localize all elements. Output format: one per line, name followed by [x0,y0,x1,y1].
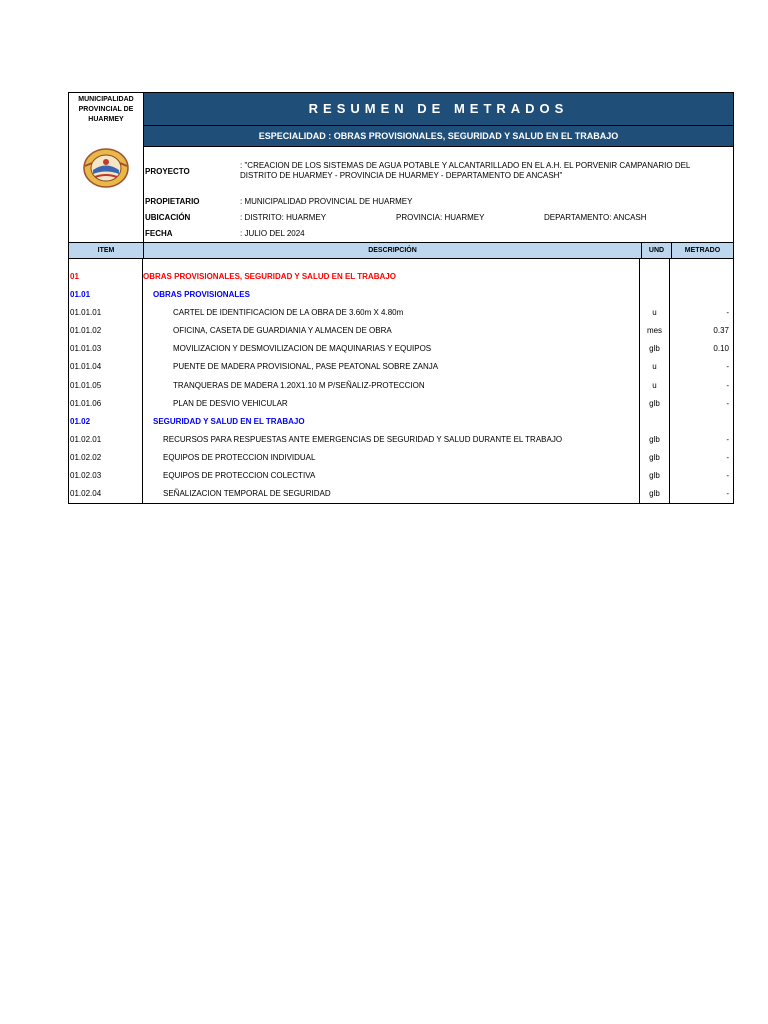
column-header-description: DESCRIPCIÓN [144,243,642,258]
unit-cell [640,268,670,286]
table-row [69,431,733,449]
table-row [69,413,733,431]
item-cell: 01 [69,268,143,286]
item-cell: 01.01 [69,286,143,304]
quantity-cell [670,286,733,304]
description-cell: MOVILIZACION Y DESMOVILIZACION DE MAQUINARIAS Y EQUIPOS [143,340,640,358]
table-row [69,467,733,485]
quantity-cell: - [726,380,729,390]
unit-cell: u [640,377,670,395]
unit-cell: glb [640,340,670,358]
table-row [69,268,733,286]
item-cell: 01.01.01 [69,304,143,322]
header-info [144,93,733,242]
quantity-cell: - [726,471,729,481]
table-body [69,268,733,503]
unit-cell: mes [640,322,670,340]
description-cell: EQUIPOS DE PROTECCION COLECTIVA [143,467,640,485]
quantity-cell [670,413,733,431]
item-cell: 01.01.05 [69,377,143,395]
description-cell: PLAN DE DESVIO VEHICULAR [143,395,640,413]
specialty-title: ESPECIALIDAD : OBRAS PROVISIONALES, SEGURIDAD Y SALUD EN EL TRABAJO [144,126,733,147]
table-row [69,449,733,467]
description-cell: CARTEL DE IDENTIFICACION DE LA OBRA DE 3.60m X 4.80m [143,304,640,322]
unit-cell: glb [640,467,670,485]
item-cell: 01.02.01 [69,431,143,449]
table-row [69,286,733,304]
unit-cell [640,413,670,431]
description-cell: SEGURIDAD Y SALUD EN EL TRABAJO [143,413,640,431]
municipal-seal-icon [82,147,130,194]
item-cell: 01.02.02 [69,449,143,467]
column-header-unit: UND [642,243,672,258]
unit-cell: glb [640,431,670,449]
item-cell: 01.01.03 [69,340,143,358]
description-cell: OBRAS PROVISIONALES, SEGURIDAD Y SALUD EN EL TRABAJO [143,268,640,286]
location-label: UBICACIÓN [145,213,191,222]
item-cell: 01.02.04 [69,485,143,503]
item-cell: 01.02.03 [69,467,143,485]
unit-cell: glb [640,449,670,467]
metrados-sheet [68,92,734,504]
description-cell: OFICINA, CASETA DE GUARDIANIA Y ALMACEN DE OBRA [143,322,640,340]
project-label: PROYECTO [145,167,190,176]
location-province: PROVINCIA: HUARMEY [396,213,485,222]
item-cell: 01.01.06 [69,395,143,413]
location-district: : DISTRITO: HUARMEY [240,213,327,222]
unit-cell: u [640,304,670,322]
description-cell: RECURSOS PARA RESPUESTAS ANTE EMERGENCIAS DE SEGURIDAD Y SALUD DURANTE EL TRABAJO [143,431,640,449]
project-value: : "CREACION DE LOS SISTEMAS DE AGUA POTABLE Y ALCANTARILLADO EN EL A.H. EL PORVENIR CAMPANARIO DEL DISTRITO DE HUARMEY - PROVINCIA DE HUARMEY - DEPARTAMENTO DE ANCASH" [240,161,691,180]
sheet-header [69,93,733,243]
table-row [69,340,733,358]
table-row [69,322,733,340]
item-cell: 01.02 [69,413,143,431]
unit-cell [640,286,670,304]
description-cell: TRANQUERAS DE MADERA 1.20X1.10 M P/SEÑALIZ-PROTECCION [143,377,640,395]
quantity-cell: - [726,362,729,372]
date-label: FECHA [145,229,173,238]
table-row [69,377,733,395]
description-cell: PUENTE DE MADERA PROVISIONAL, PASE PEATONAL SOBRE ZANJA [143,358,640,376]
quantity-cell: 0.10 [713,344,729,354]
logo-column [69,93,144,242]
table-row [69,485,733,503]
column-header-item: ITEM [69,243,144,258]
quantity-cell: - [726,452,729,462]
quantity-cell: - [726,434,729,444]
table-header [69,243,733,259]
quantity-cell: - [726,489,729,499]
table-row [69,304,733,322]
table-row [69,358,733,376]
description-cell: EQUIPOS DE PROTECCION INDIVIDUAL [143,449,640,467]
page-title: RESUMEN DE METRADOS [144,93,733,126]
quantity-cell [670,268,733,286]
municipality-name: MUNICIPALIDAD PROVINCIAL DE HUARMEY [78,96,134,123]
unit-cell: glb [640,485,670,503]
location-department: DEPARTAMENTO: ANCASH [544,213,647,222]
owner-label: PROPIETARIO [145,197,200,206]
unit-cell: glb [640,395,670,413]
date-value: : JULIO DEL 2024 [240,229,305,238]
table-row [69,395,733,413]
description-cell: OBRAS PROVISIONALES [143,286,640,304]
item-cell: 01.01.04 [69,358,143,376]
quantity-cell: 0.37 [713,326,729,336]
unit-cell: u [640,358,670,376]
spacer-row [69,259,733,268]
quantity-cell: - [726,398,729,408]
description-cell: SEÑALIZACION TEMPORAL DE SEGURIDAD [143,485,640,503]
item-cell: 01.01.02 [69,322,143,340]
column-header-quantity: METRADO [684,247,721,254]
quantity-cell: - [726,308,729,318]
owner-value: : MUNICIPALIDAD PROVINCIAL DE HUARMEY [240,197,413,206]
